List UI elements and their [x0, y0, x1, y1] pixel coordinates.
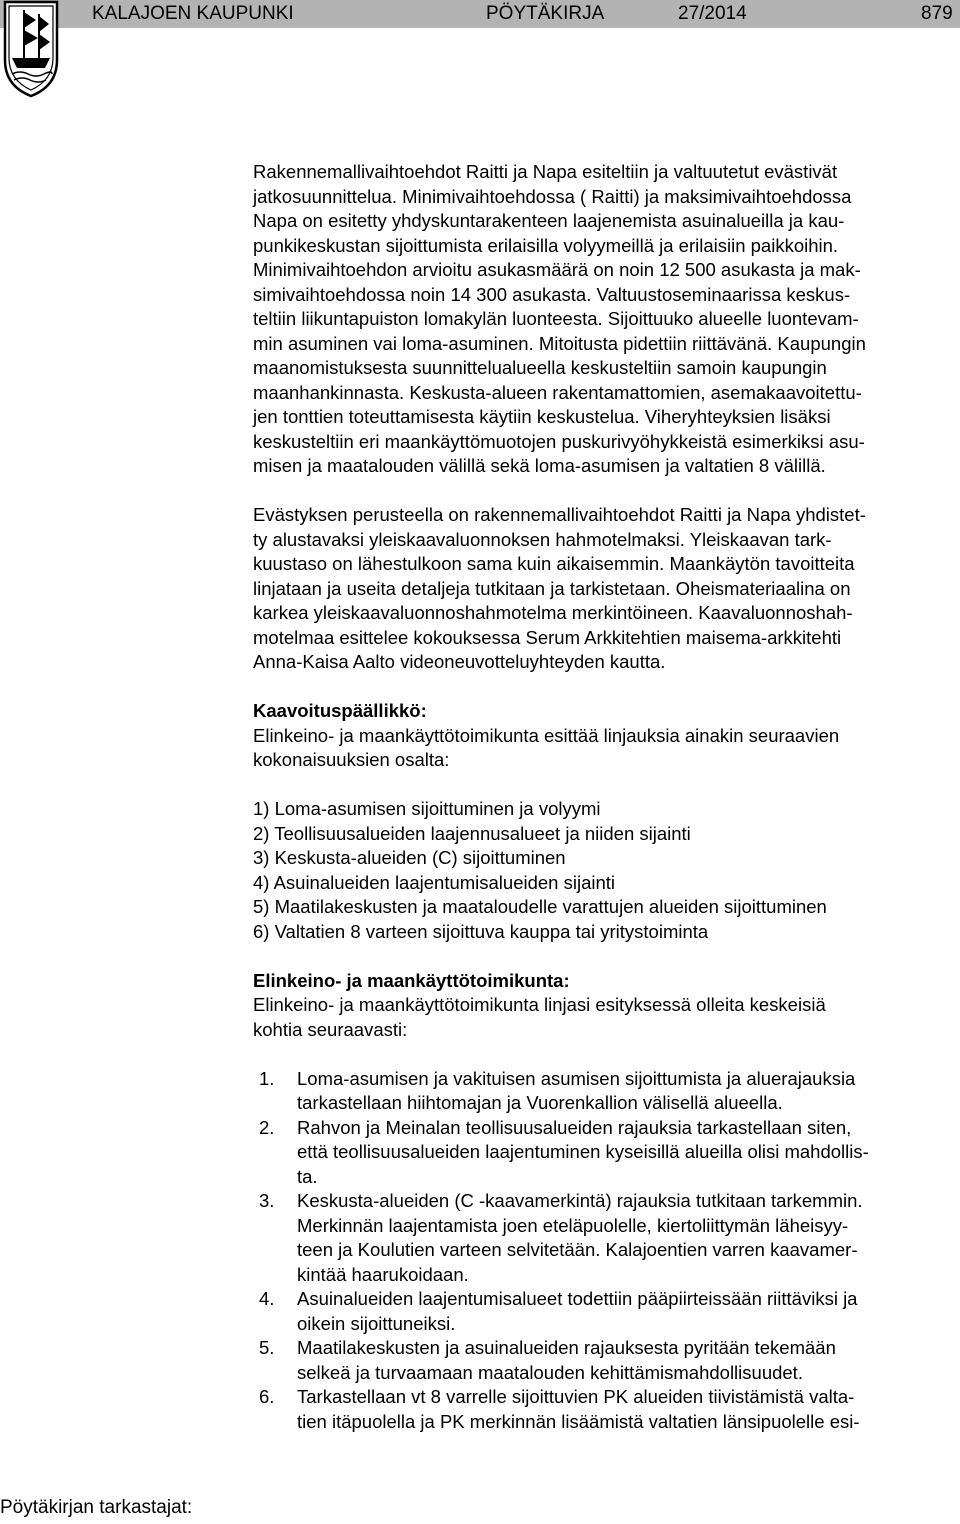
text-line: Maatilakeskusten ja asuinalueiden rajauksesta pyritään tekemään [297, 1337, 836, 1358]
list-number: 2. [259, 1116, 275, 1138]
text-line: että teollisuusalueiden laajentuminen kyseisillä alueilla olisi mahdollis- [297, 1141, 869, 1162]
text-line: jen tonttien toteuttamisesta käytiin keskustelua. Viheryhteyksien lisäksi [253, 406, 831, 427]
list-number: 3. [259, 1190, 275, 1211]
text-line: ty alustavaksi yleiskaavaluonnoksen hahmotelmaksi. Yleiskaavan tark- [253, 528, 832, 550]
text-line: tarkastellaan hiihtomajan ja Vuorenkallion välisellä alueella. [297, 1092, 783, 1113]
list-item: 6) Valtatien 8 varteen sijoittuva kauppa tai yritystoiminta [253, 920, 709, 942]
section-heading-toimikunta: Elinkeino- ja maankäyttötoimikunta: [253, 969, 570, 991]
reviewers-label: Pöytäkirjan tarkastajat: [0, 1497, 193, 1518]
coat-of-arms-ship-icon [2, 0, 60, 98]
text-line: simivaihtoehdossa noin 14 300 asukasta. Valtuustoseminaarissa keskus- [253, 283, 851, 305]
page-header [0, 0, 960, 28]
text-line: Anna-Kaisa Aalto videoneuvotteluyhteyden kautta. [253, 651, 666, 672]
section-intro-line: Elinkeino- ja maankäyttötoimikunta esittää linjauksia ainakin seuraavien [253, 724, 840, 746]
section-intro-line: Elinkeino- ja maankäyttötoimikunta linjasi esityksessä olleita keskeisiä [253, 994, 826, 1015]
text-line: keskusteltiin eri maankäyttömuotojen puskurivyöhykkeistä esimerkiksi asu- [253, 430, 865, 452]
list-item: 3) Keskusta-alueiden (C) sijoittuminen [253, 847, 566, 868]
text-line: oikein sijoittuneiksi. [297, 1312, 456, 1334]
text-line: Asuinalueiden laajentumisalueet todettiin pääpiirteissään riittäviksi ja [297, 1288, 858, 1309]
text-line: jatkosuunnittelua. Minimivaihtoehdossa ( Raitti) ja maksimivaihtoehdossa [253, 185, 852, 207]
text-line: teen ja Koulutien varteen selvitetään. Kalajoentien varren kaavamer- [297, 1239, 858, 1260]
list-item [253, 1287, 953, 1336]
text-line: maanhankinnasta. Keskusta-alueen rakentamattomien, asemakaavoitettu- [253, 381, 862, 403]
list-item: 4) Asuinalueiden laajentumisalueiden sijainti [253, 871, 616, 893]
text-line: kuustaso on lähestulkoon sama kuin aikaisemmin. Maankäytön tavoitteita [253, 553, 855, 574]
list-number: 4. [259, 1288, 275, 1309]
list-item [253, 1385, 953, 1434]
document-number: 27/2014 [678, 3, 747, 24]
text-line: Keskusta-alueiden (C -kaavamerkintä) rajauksia tutkitaan tarkemmin. [297, 1190, 863, 1211]
list-item [253, 1336, 953, 1385]
text-line: misen ja maatalouden välillä sekä loma-asumisen ja valtatien 8 välillä. [253, 455, 826, 476]
document-type: PÖYTÄKIRJA [486, 3, 605, 24]
section-intro-line: kokonaisuuksien osalta: [253, 749, 450, 770]
text-line: Loma-asumisen ja vakituisen asumisen sijoittumista ja aluerajauksia [297, 1067, 856, 1089]
topic-list [253, 797, 953, 944]
decision-list [253, 1067, 953, 1435]
text-line: selkeä ja turvaamaan maatalouden kehittämismahdollisuudet. [297, 1361, 803, 1383]
text-line: Rakennemallivaihtoehdot Raitti ja Napa esiteltiin ja valtuutetut evästivät [253, 161, 838, 182]
paragraph-evastys [253, 503, 953, 675]
text-line: Minimivaihtoehdon arvioitu asukasmäärä on noin 12 500 asukasta ja mak- [253, 259, 861, 280]
list-item: 5) Maatilakeskusten ja maataloudelle varattujen alueiden sijoittuminen [253, 896, 827, 917]
text-line: ta. [297, 1165, 318, 1187]
list-item [253, 1116, 953, 1190]
text-line: maanomistuksesta suunnittelualueella keskusteltiin samoin kaupungin [253, 357, 827, 378]
text-line: Merkinnän laajentamista joen eteläpuolelle, kiertoliittymän läheisyy- [297, 1214, 849, 1236]
list-item [253, 1189, 953, 1287]
list-number: 6. [259, 1386, 275, 1407]
text-line: motelmaa esittelee kokouksessa Serum Arkkitehtien maisema-arkkitehti [253, 626, 842, 648]
text-line: karkea yleiskaavaluonnoshahmotelma merkintöineen. Kaavaluonnoshah- [253, 602, 853, 623]
section-intro-line: kohtia seuraavasti: [253, 1018, 408, 1040]
list-number: 1. [259, 1067, 275, 1089]
page-number: 879 [921, 3, 953, 24]
text-line: teltiin liikuntapuiston lomakylän luonteesta. Sijoittuuko alueelle luontevam- [253, 308, 859, 329]
text-line: min asuminen vai loma-asuminen. Mitoitusta pidettiin riittävänä. Kaupungin [253, 332, 866, 354]
text-line: kintää haarukoidaan. [297, 1263, 469, 1285]
list-item: 1) Loma-asumisen sijoittuminen ja volyymi [253, 798, 601, 819]
text-line: Napa on esitetty yhdyskuntarakenteen laajenemista asuinalueilla ja kau- [253, 210, 845, 231]
text-line: tien itäpuolella ja PK merkinnän lisäämistä valtatien länsipuolelle esi- [297, 1410, 860, 1432]
paragraph-rakennemalli [253, 160, 953, 479]
text-line: punkikeskustan sijoittumista erilaisilla volyymeillä ja erilaisiin paikkoihin. [253, 234, 839, 256]
list-item [253, 1067, 953, 1116]
section-heading-kaavoituspaallikko: Kaavoituspäällikkö: [253, 700, 427, 721]
text-line: Evästyksen perusteella on rakennemallivaihtoehdot Raitti ja Napa yhdistet- [253, 504, 866, 525]
text-line: Tarkastellaan vt 8 varrelle sijoittuvien PK alueiden tiivistämistä valta- [297, 1386, 855, 1407]
text-line: Rahvon ja Meinalan teollisuusalueiden rajauksia tarkastellaan siten, [297, 1116, 852, 1138]
text-line: linjataan ja useita detaljeja tutkitaan ja tarkistetaan. Oheismateriaalina on [253, 577, 851, 599]
minutes-content [253, 160, 953, 1434]
list-number: 5. [259, 1337, 275, 1358]
list-item: 2) Teollisuusalueiden laajennusalueet ja niiden sijainti [253, 822, 691, 844]
municipality-name: KALAJOEN KAUPUNKI [92, 3, 294, 24]
